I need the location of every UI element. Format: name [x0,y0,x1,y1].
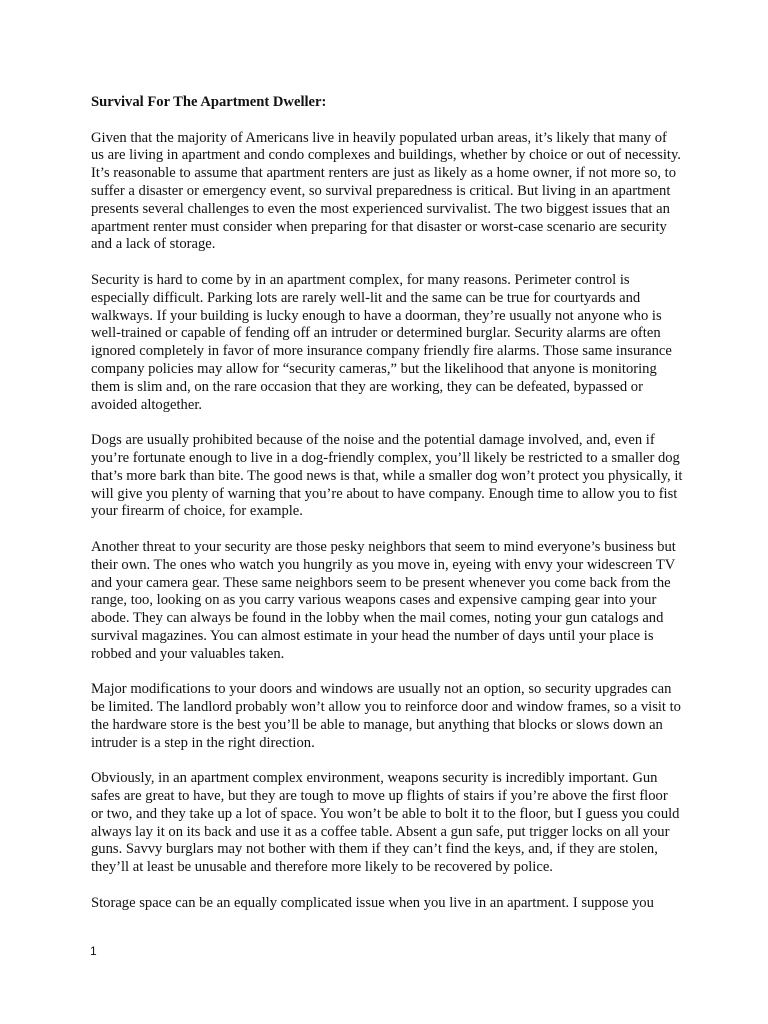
page-number: 1 [90,944,97,958]
paragraph-dogs: Dogs are usually prohibited because of the noise and the potential damage involved, and, even if you’re fortunate enough to live in a dog-friendly complex, you’ll likely be restricted to a smaller dog that’s more bark than bite. The good news is that, while a smaller dog won’t protect you physically, it will give you plenty of warning that you’re about to have company. Enough time to allow you to fist your firearm of choice, for example. [91,432,683,520]
paragraph-storage: Storage space can be an equally complicated issue when you live in an apartment. I suppose you [91,894,654,911]
document-body [91,94,683,930]
paragraph-security: Security is hard to come by in an apartment complex, for many reasons. Perimeter control is especially difficult. Parking lots are rarely well-lit and the same can be true for courtyards and walkways. If your building is lucky enough to have a doorman, they’re usually not anyone who is well-trained or capable of fending off an intruder or determined burglar. Security alarms are often ignored completely in favor of more insurance company friendly fire alarms. Those same insurance company policies may allow for “security cameras,” but the likelihood that anyone is monitoring them is slim and, on the rare occasion that they are working, they can be defeated, bypassed or avoided altogether. [91,271,672,413]
paragraph-weapons-security: Obviously, in an apartment complex environment, weapons security is incredibly important. Gun safes are great to have, but they are tough to move up flights of stairs if you’re above the first floor or two, and they take up a lot of space. You won’t be able to bolt it to the floor, but I guess you could always lay it on its back and use it as a coffee table. Absent a gun safe, put trigger locks on all your guns. Savvy burglars may not bother with them if they can’t find the keys, and, if they are stolen, they’ll at least be unusable and therefore more likely to be recovered by police. [91,770,680,876]
paragraph-modifications: Major modifications to your doors and windows are usually not an option, so security upgrades can be limited. The landlord probably won’t allow you to reinforce door and window frames, so a visit to the hardware store is the best you’ll be able to manage, but anything that blocks or slows down an intruder is a step in the right direction. [91,681,681,751]
paragraph-neighbors: Another threat to your security are those pesky neighbors that seem to mind everyone’s business but their own. The ones who watch you hungrily as you move in, eyeing with envy your widescreen TV and your camera gear. These same neighbors seem to be present whenever you come back from the range, too, looking on as you carry various weapons cases and expensive camping gear into your abode. They can always be found in the lobby when the mail comes, noting your gun catalogs and survival magazines. You can almost estimate in your head the number of days until your place is robbed and your valuables taken. [91,538,676,662]
paragraph-intro: Given that the majority of Americans live in heavily populated urban areas, it’s likely that many of us are living in apartment and condo complexes and buildings, whether by choice or out of necessity. It’s reasonable to assume that apartment renters are just as likely as a home owner, if not more so, to suffer a disaster or emergency event, so survival preparedness is critical. But living in an apartment presents several challenges to even the most experienced survivalist. The two biggest issues that an apartment renter must consider when preparing for that disaster or worst-case scenario are security and a lack of storage. [91,129,681,253]
document-title: Survival For The Apartment Dweller: [91,94,327,110]
